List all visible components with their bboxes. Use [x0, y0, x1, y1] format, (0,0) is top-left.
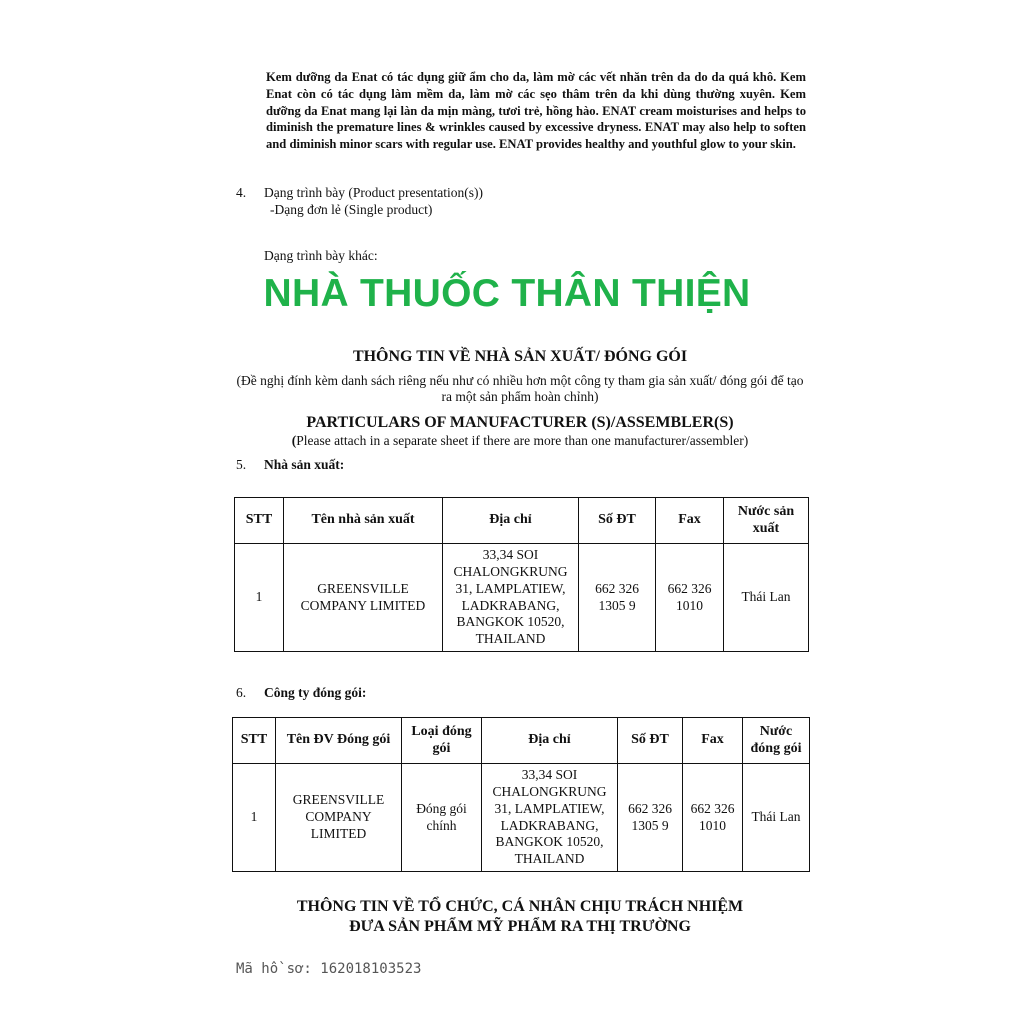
cell-country: Thái Lan — [724, 544, 809, 652]
responsible-party-heading-line1: THÔNG TIN VỀ TỔ CHỨC, CÁ NHÂN CHỊU TRÁCH NHIỆM — [296, 898, 744, 915]
table-header-row — [233, 718, 810, 764]
cell-country: Thái Lan — [743, 764, 810, 872]
header-phone: Số ĐT — [618, 718, 683, 764]
note-en-text: Please attach in a separate sheet if there are more than one manufacturer/assembler) — [296, 433, 749, 448]
header-manufacturer-name: Tên nhà sản xuất — [284, 498, 443, 544]
pharmacy-banner: NHÀ THUỐC THÂN THIỆN — [263, 272, 751, 315]
header-stt: STT — [235, 498, 284, 544]
cell-address: 33,34 SOI CHALONGKRUNG 31, LAMPLATIEW, LADKRABANG, BANGKOK 10520, THAILAND — [443, 544, 579, 652]
manufacturer-note-en — [0, 433, 1024, 449]
responsible-party-heading — [0, 897, 1024, 937]
cell-fax: 662 326 1010 — [656, 544, 724, 652]
item-4-number: 4. — [236, 185, 247, 200]
file-code: Mã hồ sơ: 162018103523 — [236, 961, 422, 977]
product-description-paragraph: Kem dưỡng da Enat có tác dụng giữ ẩm cho da, làm mờ các vết nhăn trên da do da quá khô. Kem Enat còn có tác dụng làm mềm da, làm mờ các sẹo thâm trên da khi dùng thường xuyên. Kem dưỡng da Enat mang lại làn da mịn màng, tươi trẻ, hồng hào. ENAT cream moisturises and helps to diminish the premature lines & wrinkles caused by excessive dryness. ENAT may also help to soften and diminish minor scars with regular use. ENAT provides healthy and youthful glow to your skin. — [266, 70, 806, 152]
table-row — [233, 764, 810, 872]
table-header-row — [235, 498, 809, 544]
note-en-bracket: ( — [291, 433, 297, 448]
header-country: Nước sản xuất — [724, 498, 809, 544]
header-packager-name: Tên ĐV Đóng gói — [276, 718, 402, 764]
manufacturer-table — [234, 497, 809, 652]
header-country: Nước đóng gói — [743, 718, 810, 764]
cell-stt: 1 — [233, 764, 276, 872]
header-fax: Fax — [656, 498, 724, 544]
cell-phone: 662 326 1305 9 — [618, 764, 683, 872]
manufacturer-heading-vn: THÔNG TIN VỀ NHÀ SẢN XUẤT/ ĐÓNG GÓI — [352, 348, 688, 365]
section-5-number: 5. — [236, 457, 247, 472]
cell-fax: 662 326 1010 — [683, 764, 743, 872]
section-5-title: Nhà sản xuất: — [264, 457, 345, 472]
header-stt: STT — [233, 718, 276, 764]
product-presentation-label: Dạng trình bày (Product presentation(s)) — [264, 185, 483, 200]
cell-packaging-type: Đóng gói chính — [402, 764, 482, 872]
header-packaging-type: Loại đóng gói — [402, 718, 482, 764]
manufacturer-note-vn: (Đề nghị đính kèm danh sách riêng nếu như có nhiều hơn một công ty tham gia sản xuất/ đóng gói để tạo ra một sản phẩm hoàn chỉnh) — [236, 373, 804, 404]
responsible-party-heading-line2: ĐƯA SẢN PHẨM MỸ PHẨM RA THỊ TRƯỜNG — [349, 918, 691, 935]
header-fax: Fax — [683, 718, 743, 764]
section-6-number: 6. — [236, 685, 247, 700]
packager-table — [232, 717, 810, 872]
header-phone: Số ĐT — [579, 498, 656, 544]
section-6-title: Công ty đóng gói: — [264, 685, 367, 700]
cell-address: 33,34 SOI CHALONGKRUNG 31, LAMPLATIEW, LADKRABANG, BANGKOK 10520, THAILAND — [482, 764, 618, 872]
cell-stt: 1 — [235, 544, 284, 652]
cell-packager-name: GREENSVILLE COMPANY LIMITED — [276, 764, 402, 872]
cell-phone: 662 326 1305 9 — [579, 544, 656, 652]
manufacturer-heading-en: PARTICULARS OF MANUFACTURER (S)/ASSEMBLER(S) — [306, 414, 734, 431]
cell-manufacturer-name: GREENSVILLE COMPANY LIMITED — [284, 544, 443, 652]
table-row — [235, 544, 809, 652]
single-product-label: -Dạng đơn lẻ (Single product) — [270, 202, 433, 217]
other-presentation-label: Dạng trình bày khác: — [264, 248, 378, 263]
header-address: Địa chỉ — [443, 498, 579, 544]
header-address: Địa chỉ — [482, 718, 618, 764]
